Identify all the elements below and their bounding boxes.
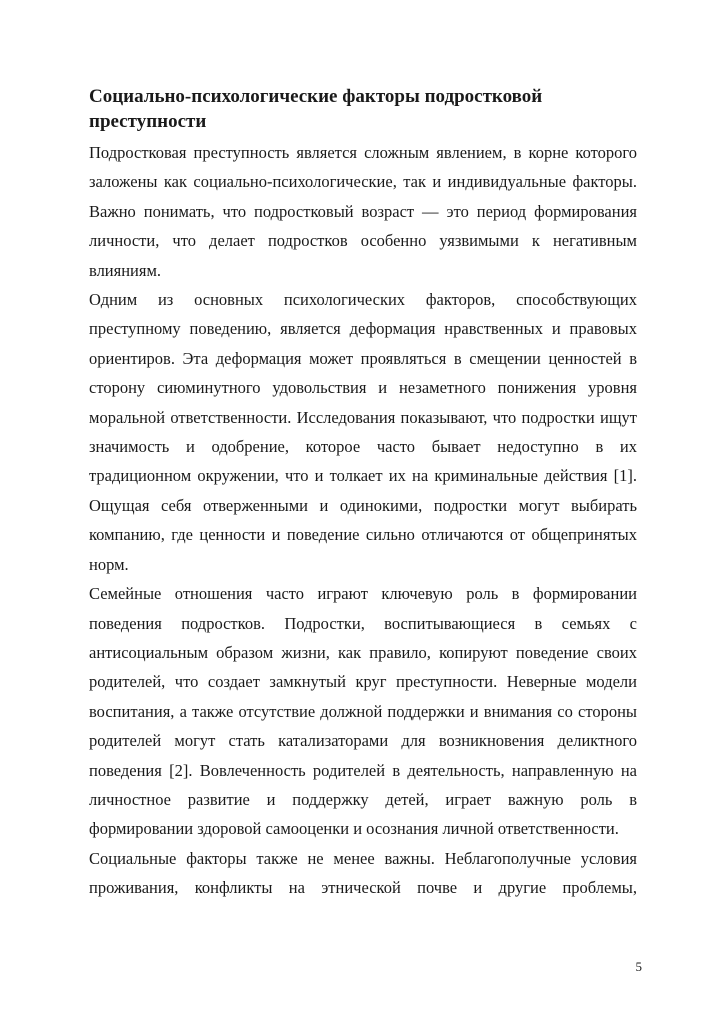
paragraph-intro: Подростковая преступность является сложным явлением, в корне которого заложены как социально-психологические, так и индивидуальные факторы. Важно понимать, что подростковый возраст — это период формирования личности, что делает подростков особенно уязвимыми к негативным влияниям. bbox=[89, 143, 637, 280]
document-body bbox=[89, 84, 637, 903]
paragraph-family-relations: Семейные отношения часто играют ключевую роль в формировании поведения подростков. Подростки, воспитывающиеся в семьях с антисоциальным образом жизни, как правило, копируют поведение своих родителей, что создает замкнутый круг преступности. Неверные модели воспитания, а также отсутствие должной поддержки и внимания со стороны родителей могут стать катализаторами для возникновения деликтного поведения [2]. Вовлеченность родителей в деятельность, направленную на личностное развитие и поддержку детей, играет важную роль в формировании здоровой самооценки и осознания личной ответственности. bbox=[89, 584, 637, 839]
page-number: 5 bbox=[635, 959, 642, 974]
paragraph-psychological-factors: Одним из основных психологических факторов, способствующих преступному поведению, является деформация нравственных и правовых ориентиров. Эта деформация может проявляться в смещении ценностей в сторону сиюминутного удовольствия и незаметного понижения уровня моральной ответственности. Исследования показывают, что подростки ищут значимость и одобрение, которое часто бывает недоступно в их традиционном окружении, что и толкает их на криминальные действия [1]. Ощущая себя отверженными и одинокими, подростки могут выбирать компанию, где ценности и поведение сильно отличаются от общепринятых норм. bbox=[89, 290, 637, 574]
paragraph-social-factors: Социальные факторы также не менее важны. Неблагополучные условия проживания, конфликты на этнической почве и другие проблемы, bbox=[89, 848, 637, 898]
document-title: Социально-психологические факторы подростковой преступности bbox=[89, 86, 543, 132]
